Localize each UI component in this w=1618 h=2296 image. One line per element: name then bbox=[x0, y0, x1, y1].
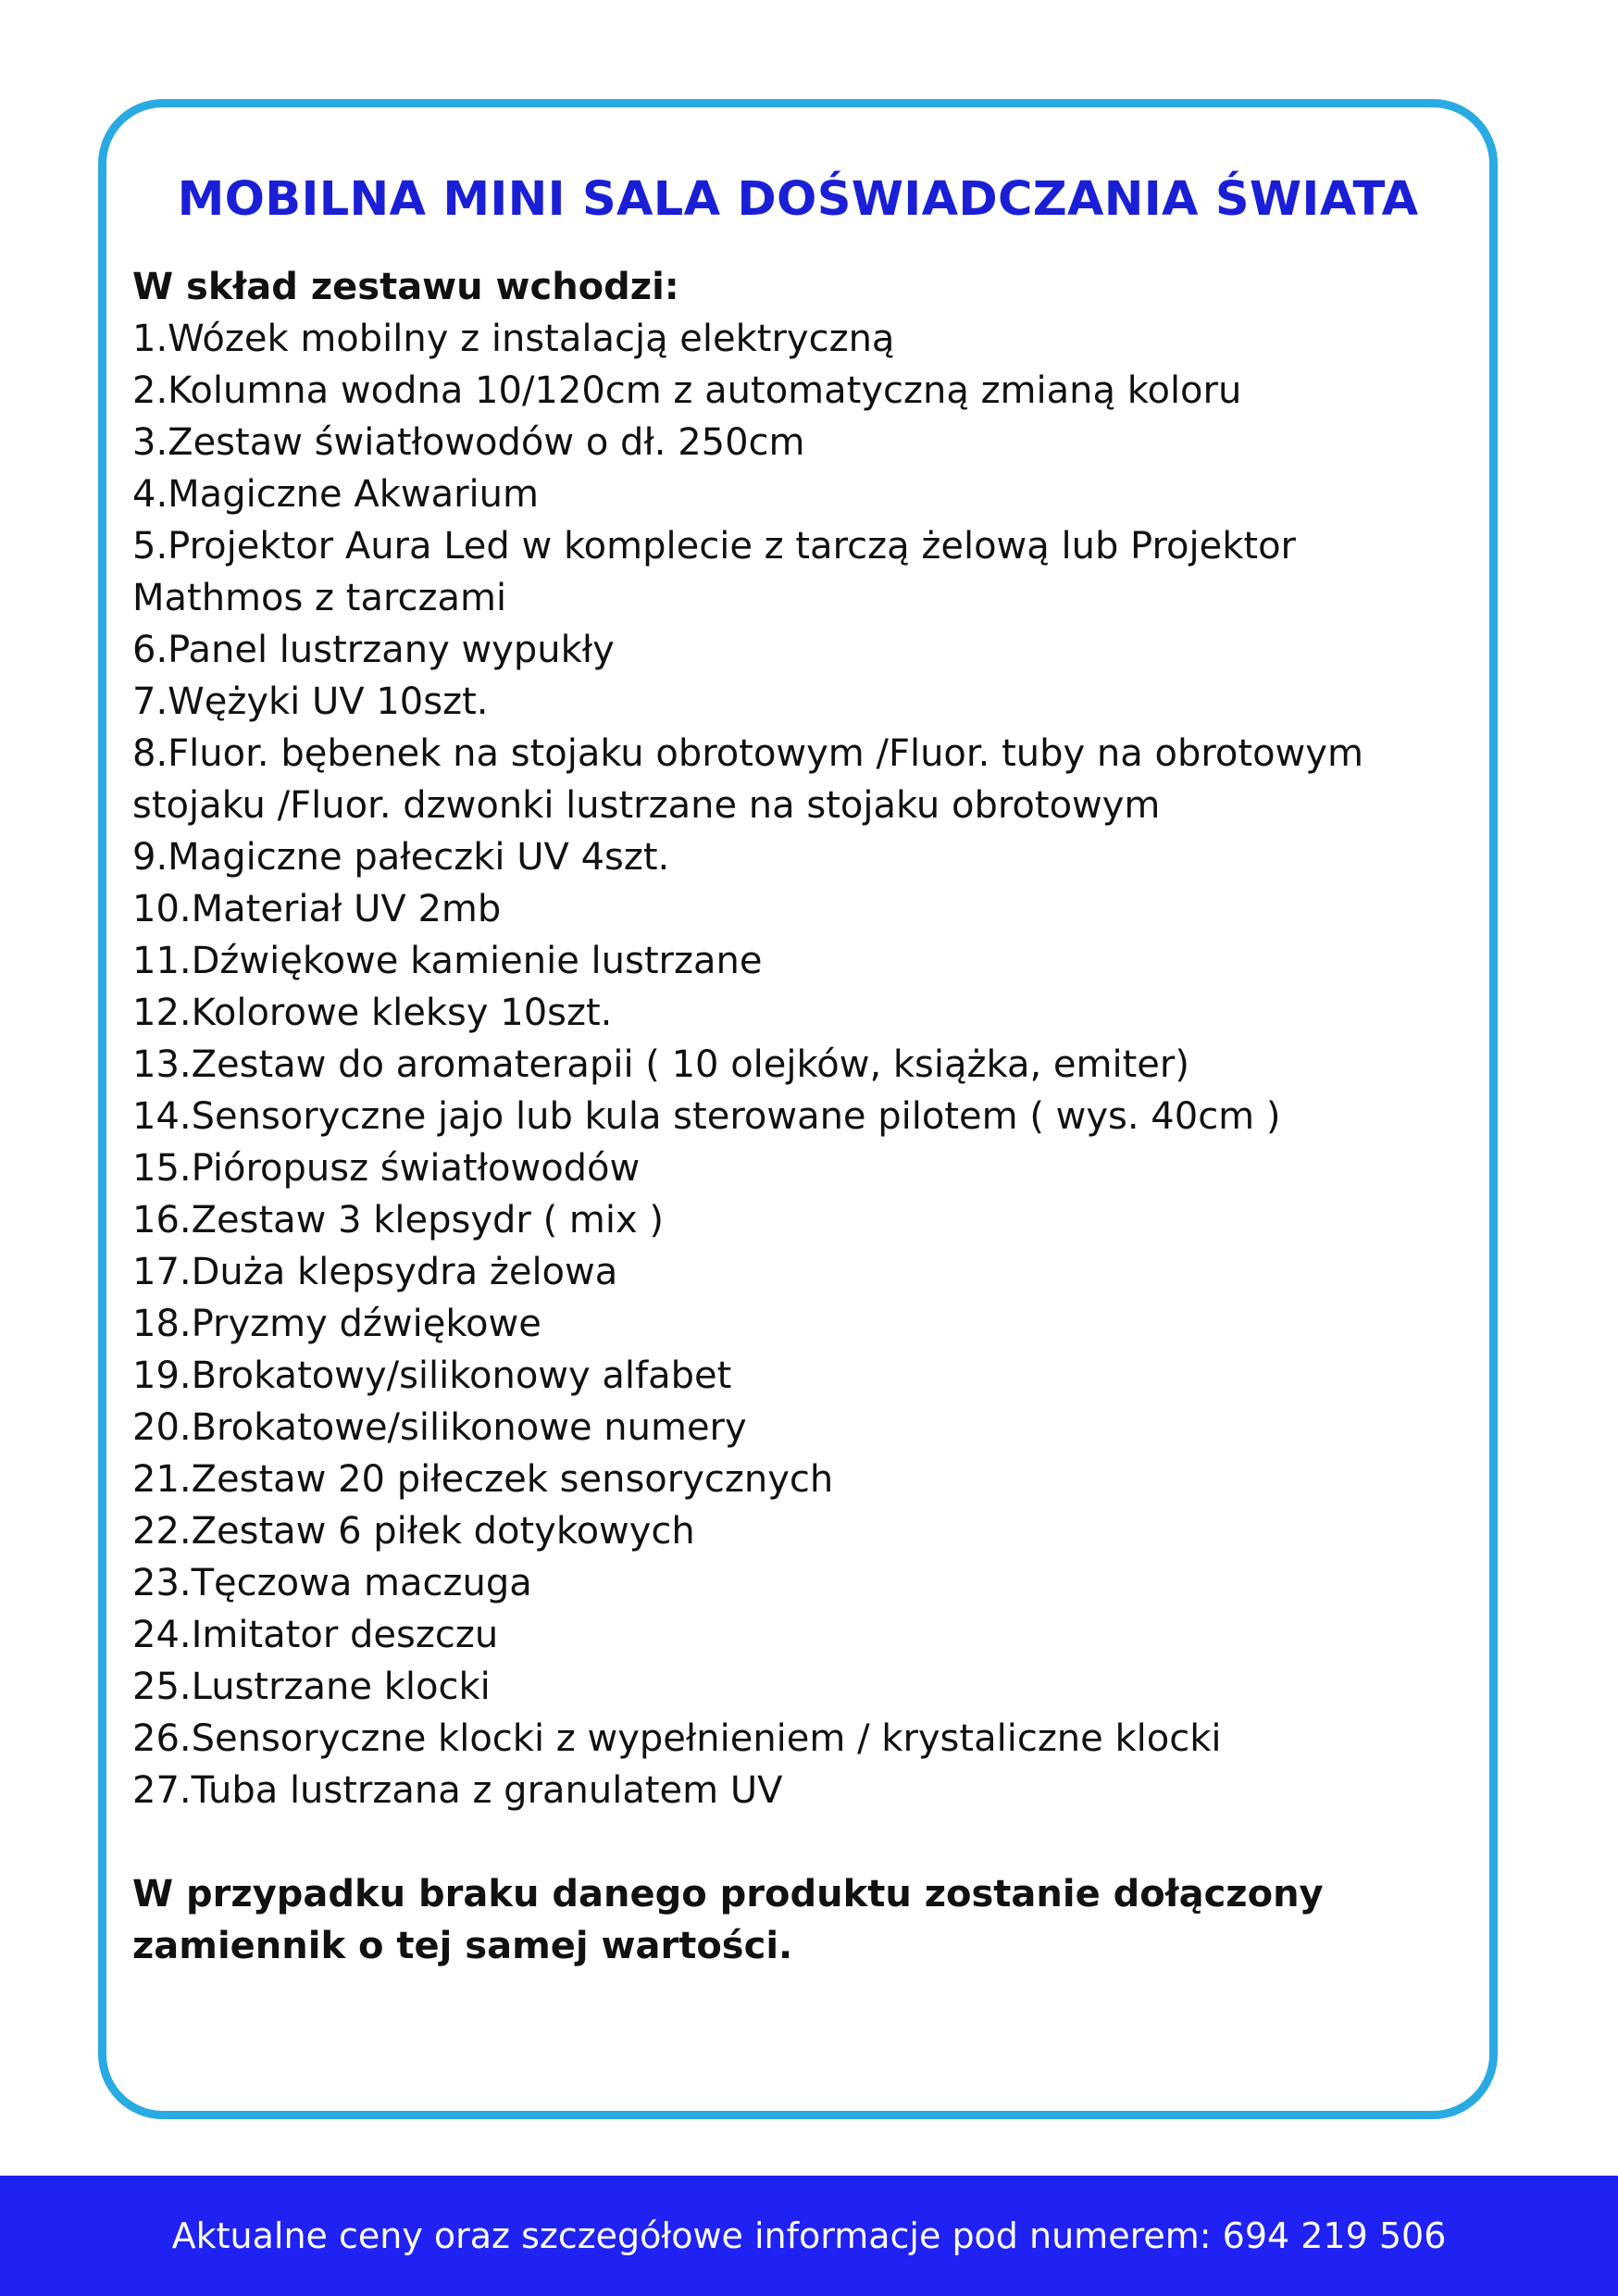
list-item: 9.Magiczne pałeczki UV 4szt. bbox=[132, 836, 670, 879]
list-item: 24.Imitator deszczu bbox=[132, 1614, 499, 1656]
list-item: 15.Pióropusz światłowodów bbox=[132, 1147, 641, 1190]
list-item: 17.Duża klepsydra żelowa bbox=[132, 1251, 618, 1293]
page-title: MOBILNA MINI SALA DOŚWIADCZANIA ŚWIATA bbox=[177, 172, 1419, 227]
list-item: 8.Fluor. bębenek na stojaku obrotowym /Fluor. tuby na obrotowym stojaku /Fluor. dzwonki lustrzane na stojaku obrotowym bbox=[132, 732, 1363, 827]
list-item: 3.Zestaw światłowodów o dł. 250cm bbox=[132, 421, 805, 464]
replacement-note: W przypadku braku danego produktu zostanie dołączony zamiennik o tej samej wartości. bbox=[132, 1873, 1324, 1967]
list-item: 23.Tęczowa maczuga bbox=[132, 1562, 532, 1604]
card-content bbox=[132, 261, 1462, 1972]
list-item: 25.Lustrzane klocki bbox=[132, 1666, 491, 1708]
list-item: 10.Materiał UV 2mb bbox=[132, 888, 502, 930]
list-item: 16.Zestaw 3 klepsydr ( mix ) bbox=[132, 1199, 664, 1242]
list-item: 22.Zestaw 6 piłek dotykowych bbox=[132, 1510, 695, 1553]
footer-contact-text: Aktualne ceny oraz szczegółowe informacje pod numerem: 694 219 506 bbox=[171, 2215, 1447, 2256]
list-item: 26.Sensoryczne klocki z wypełnieniem / krystaliczne klocki bbox=[132, 1717, 1222, 1760]
list-item: 19.Brokatowy/silikonowy alfabet bbox=[132, 1354, 732, 1397]
intro-heading: W skład zestawu wchodzi: bbox=[132, 266, 679, 308]
list-item: 12.Kolorowe kleksy 10szt. bbox=[132, 992, 613, 1034]
list-item: 21.Zestaw 20 piłeczek sensorycznych bbox=[132, 1458, 834, 1501]
list-item: 18.Pryzmy dźwiękowe bbox=[132, 1303, 541, 1345]
list-item: 20.Brokatowe/silikonowe numery bbox=[132, 1406, 747, 1449]
list-item: 2.Kolumna wodna 10/120cm z automatyczną zmianą koloru bbox=[132, 369, 1242, 412]
list-item: 7.Wężyki UV 10szt. bbox=[132, 680, 489, 723]
list-item: 5.Projektor Aura Led w komplecie z tarczą żelową lub Projektor Mathmos z tarczami bbox=[132, 525, 1296, 619]
list-item: 6.Panel lustrzany wypukły bbox=[132, 629, 615, 671]
items-list bbox=[132, 313, 1462, 1816]
product-card bbox=[98, 99, 1498, 2119]
list-item: 4.Magiczne Akwarium bbox=[132, 473, 539, 516]
list-item: 27.Tuba lustrzana z granulatem UV bbox=[132, 1769, 783, 1812]
list-item: 14.Sensoryczne jajo lub kula sterowane pilotem ( wys. 40cm ) bbox=[132, 1095, 1281, 1138]
footer-bar bbox=[0, 2176, 1618, 2296]
list-item: 11.Dźwiękowe kamienie lustrzane bbox=[132, 940, 763, 982]
list-item: 13.Zestaw do aromaterapii ( 10 olejków, książka, emiter) bbox=[132, 1043, 1189, 1086]
list-item: 1.Wózek mobilny z instalacją elektryczną bbox=[132, 318, 895, 360]
